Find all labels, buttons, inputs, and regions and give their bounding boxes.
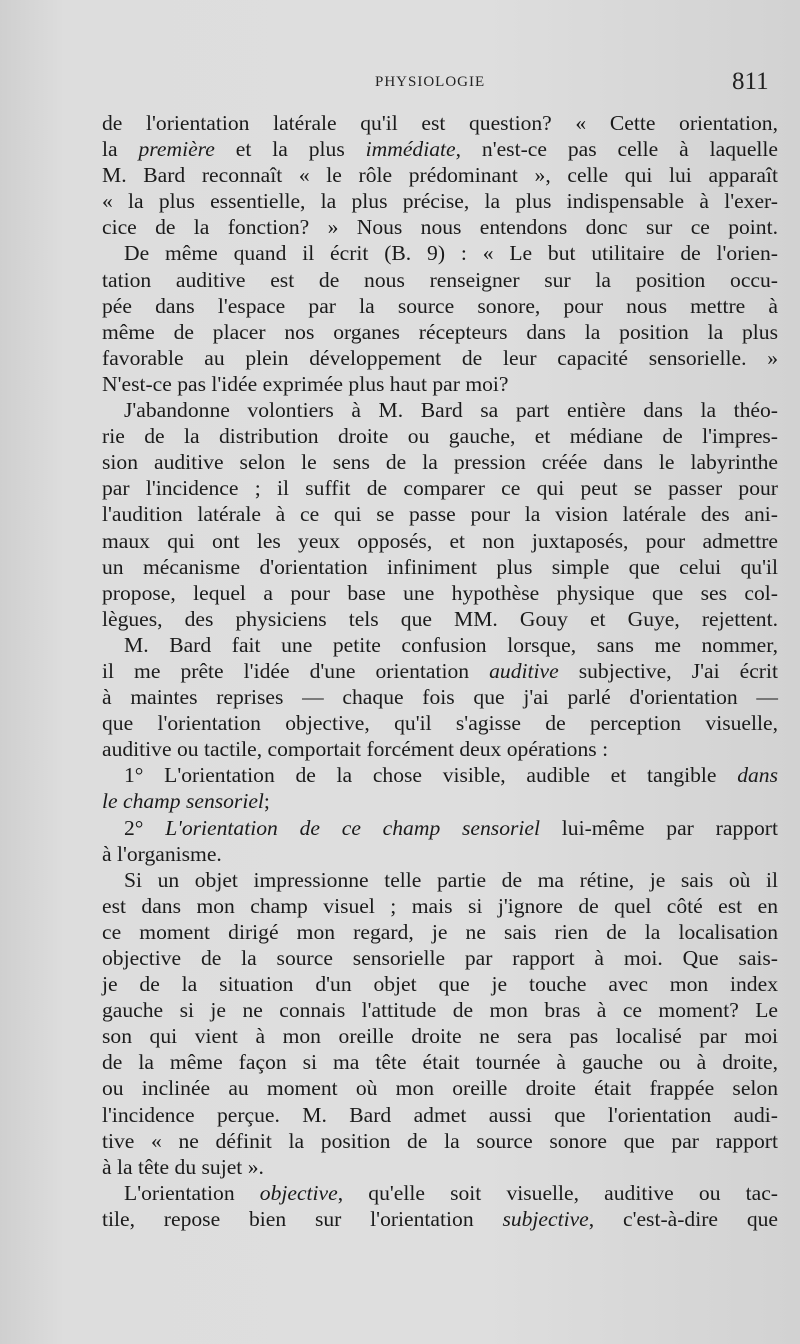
text-line — [102, 997, 778, 1023]
text-line — [102, 867, 778, 893]
text-line — [102, 319, 778, 345]
body-text — [102, 110, 778, 1232]
text-line — [102, 1154, 778, 1180]
text-line — [102, 110, 778, 136]
text-line — [102, 736, 778, 762]
text-line — [102, 188, 778, 214]
italic-text: subjective — [502, 1206, 589, 1231]
text-run: rie de la distribution droite ou gauche, et médiane de l'impres- — [102, 424, 778, 449]
text-run: favorable au plein développement de leur capacité sensorielle. » — [102, 345, 778, 370]
text-line — [102, 214, 778, 240]
text-line — [102, 475, 778, 501]
text-run: l'incidence perçue. M. Bard admet aussi que l'orientation audi- — [102, 1102, 778, 1127]
text-run: M. Bard reconnaît « le rôle prédominant », celle qui lui apparaît — [102, 163, 778, 188]
text-run: à l'organisme. — [102, 841, 222, 866]
text-line — [102, 1049, 778, 1075]
text-run: , c'est-à-dire que — [588, 1206, 778, 1231]
text-line — [102, 893, 778, 919]
text-run: son qui vient à mon oreille droite ne sera pas localisé par moi — [102, 1024, 778, 1049]
text-line — [102, 945, 778, 971]
text-run: il me prête l'idée d'une orientation — [102, 658, 490, 683]
text-run: à la tête du sujet ». — [102, 1154, 264, 1179]
italic-text: dans — [737, 763, 778, 788]
text-run: lègues, des physiciens tels que MM. Gouy et Guye, rejettent. — [102, 606, 778, 631]
text-line — [102, 841, 778, 867]
text-line — [102, 267, 778, 293]
text-line — [102, 1206, 778, 1232]
italic-text: le champ sensoriel — [102, 789, 264, 814]
text-line — [102, 606, 778, 632]
text-run: propose, lequel a pour base une hypothèse physique que ses col- — [102, 580, 778, 605]
text-run: auditive ou tactile, comportait forcément deux opérations : — [102, 737, 609, 762]
text-run: L'orientation — [124, 1180, 260, 1205]
text-line — [102, 423, 778, 449]
text-run: , n'est-ce pas celle à laquelle — [455, 137, 779, 162]
text-run: je de la situation d'un objet que je touche avec mon index — [102, 972, 778, 997]
text-run: lui-même par rapport — [540, 815, 778, 840]
text-line — [102, 1102, 778, 1128]
italic-text: auditive — [489, 658, 559, 683]
text-run: tive « ne définit la position de la source sonore que par rapport — [102, 1128, 778, 1153]
text-line — [102, 449, 778, 475]
text-run: tile, repose bien sur l'orientation — [102, 1206, 503, 1231]
text-run: est dans mon champ visuel ; mais si j'ignore de quel côté est en — [102, 893, 778, 918]
text-line — [102, 971, 778, 997]
text-run: que l'orientation objective, qu'il s'agisse de perception visuelle, — [102, 711, 778, 736]
text-line — [102, 788, 778, 814]
text-line — [102, 1180, 778, 1206]
text-line — [102, 632, 778, 658]
text-run: subjective, J'ai écrit — [558, 658, 778, 683]
text-line — [102, 684, 778, 710]
text-run: et la plus — [214, 137, 366, 162]
text-run: même de placer nos organes récepteurs dans la position la plus — [102, 319, 778, 344]
text-run: 1° L'orientation de la chose visible, audible et tangible — [124, 763, 738, 788]
running-head: PHYSIOLOGIE — [375, 74, 486, 90]
text-line — [102, 136, 778, 162]
text-run: cice de la fonction? » Nous nous entendons donc sur ce point. — [102, 215, 778, 240]
text-line — [102, 1023, 778, 1049]
page-number: 811 — [732, 68, 769, 95]
text-run: sion auditive selon le sens de la pression créée dans le labyrinthe — [102, 450, 778, 475]
text-line — [102, 1075, 778, 1101]
italic-text: L'orientation de ce champ sensoriel — [165, 815, 540, 840]
text-run: pée dans l'espace par la source sonore, pour nous mettre à — [102, 293, 778, 318]
text-run: ce moment dirigé mon regard, je ne sais rien de la localisation — [102, 919, 778, 944]
text-line — [102, 710, 778, 736]
text-run: ; — [263, 789, 270, 814]
text-line — [102, 501, 778, 527]
text-line — [102, 1128, 778, 1154]
text-run: M. Bard fait une petite confusion lorsque, sans me nommer, — [124, 632, 778, 657]
text-line — [102, 658, 778, 684]
text-run: l'audition latérale à ce qui se passe pour la vision latérale des ani- — [102, 502, 778, 527]
italic-text: immédiate — [365, 137, 456, 162]
text-run: , qu'elle soit visuelle, auditive ou tac- — [337, 1180, 779, 1205]
text-line — [102, 815, 778, 841]
text-line — [102, 240, 778, 266]
text-line — [102, 919, 778, 945]
text-line — [102, 554, 778, 580]
text-line — [102, 762, 778, 788]
text-line — [102, 528, 778, 554]
text-run: un mécanisme d'orientation infiniment plus simple que celui qu'il — [102, 554, 778, 579]
text-run: de la même façon si ma tête était tournée à gauche ou à droite, — [102, 1050, 778, 1075]
text-run: la — [102, 137, 139, 162]
text-line — [102, 371, 778, 397]
text-run: maux qui ont les yeux opposés, et non juxtaposés, pour admettre — [102, 528, 778, 553]
page-header — [0, 68, 800, 108]
text-run: J'abandonne volontiers à M. Bard sa part entière dans la théo- — [124, 398, 778, 423]
italic-text: objective — [259, 1180, 338, 1205]
text-run: « la plus essentielle, la plus précise, la plus indispensable à l'exer- — [102, 189, 778, 214]
text-line — [102, 580, 778, 606]
text-run: par l'incidence ; il suffit de comparer ce qui peut se passer pour — [102, 476, 778, 501]
text-run: objective de la source sensorielle par rapport à moi. Que sais- — [102, 946, 778, 970]
text-run: Si un objet impressionne telle partie de ma rétine, je sais où il — [124, 867, 778, 892]
text-run: gauche si je ne connais l'attitude de mon bras à ce moment? Le — [102, 998, 778, 1023]
text-run: à maintes reprises — chaque fois que j'ai parlé d'orientation — — [102, 685, 778, 710]
text-run: ou inclinée au moment où mon oreille droite était frappée selon — [102, 1076, 778, 1101]
text-run: De même quand il écrit (B. 9) : « Le but utilitaire de l'orien- — [124, 241, 778, 266]
text-run: 2° — [124, 815, 166, 840]
text-run: de l'orientation latérale qu'il est question? « Cette orientation, — [102, 111, 778, 135]
text-run: tation auditive est de nous renseigner sur la position occu- — [102, 267, 778, 292]
text-run: N'est-ce pas l'idée exprimée plus haut par moi? — [102, 371, 509, 396]
text-line — [102, 162, 778, 188]
text-line — [102, 293, 778, 319]
text-line — [102, 345, 778, 371]
text-line — [102, 397, 778, 423]
italic-text: première — [138, 137, 215, 162]
